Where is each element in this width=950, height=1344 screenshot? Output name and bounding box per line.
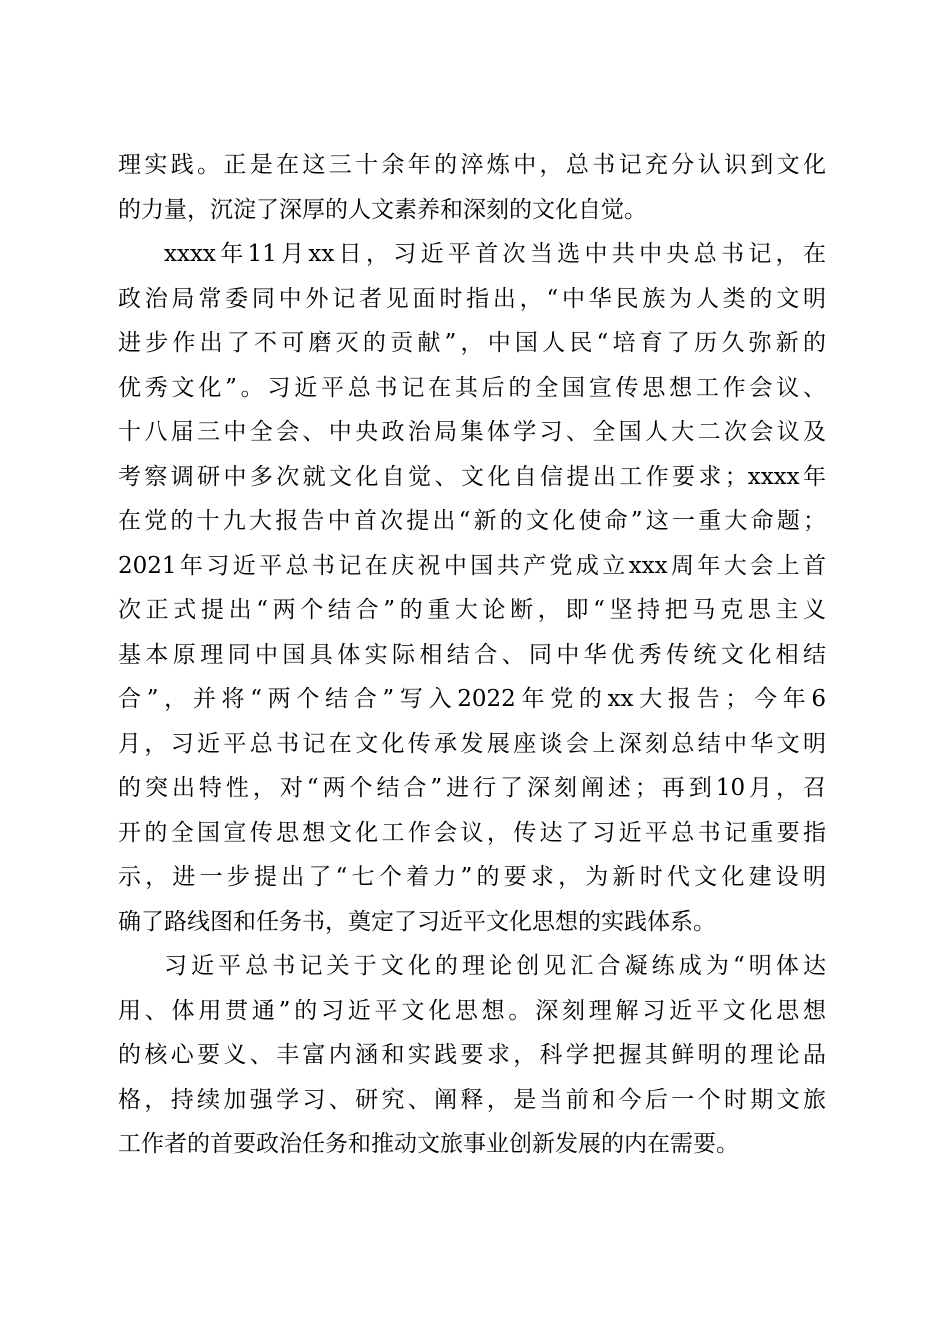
- text-line: 格，持续加强学习、研究、阐释，是当前和今后一个时期文旅: [118, 1086, 826, 1113]
- text-line: 的力量，沉淀了深厚的人文素养和深刻的文化自觉。: [118, 196, 647, 223]
- text-line: 开的全国宣传思想文化工作会议，传达了习近平总书记重要指: [118, 819, 826, 846]
- text-line: 月，习近平总书记在文化传承发展座谈会上深刻总结中华文明: [118, 730, 826, 757]
- text-line: 考察调研中多次就文化自觉、文化自信提出工作要求；xxxx年: [118, 463, 826, 490]
- text-line: 次正式提出“两个结合”的重大论断，即“坚持把马克思主义: [118, 597, 826, 623]
- text-line: 工作者的首要政治任务和推动文旅事业创新发展的内在需要。: [118, 1131, 739, 1157]
- text-line: 的突出特性，对“两个结合”进行了深刻阐述；再到10月，召: [118, 775, 826, 801]
- text-line: 的核心要义、丰富内涵和实践要求，科学把握其鲜明的理论品: [118, 1042, 826, 1068]
- body-text: [118, 143, 826, 1167]
- text-line: 用、体用贯通”的习近平文化思想。深刻理解习近平文化思想: [118, 997, 826, 1024]
- text-line: 政治局常委同中外记者见面时指出，“中华民族为人类的文明: [118, 285, 826, 312]
- text-line: 十八届三中全会、中央政治局集体学习、全国人大二次会议及: [118, 419, 826, 445]
- text-line: 2021年习近平总书记在庆祝中国共产党成立xxx周年大会上首: [118, 552, 826, 579]
- text-line: 基本原理同中国具体实际相结合、同中华优秀传统文化相结: [118, 641, 826, 668]
- text-line: 进步作出了不可磨灭的贡献”，中国人民“培育了历久弥新的: [118, 330, 826, 356]
- text-line: 合”，并将“两个结合”写入2022年党的xx大报告；今年6: [118, 686, 826, 712]
- text-line: 在党的十九大报告中首次提出“新的文化使命”这一重大命题；: [118, 508, 826, 534]
- text-line: 优秀文化”。习近平总书记在其后的全国宣传思想工作会议、: [118, 374, 826, 401]
- paragraph-first-line: 习近平总书记关于文化的理论创见汇合凝练成为“明体达: [164, 953, 826, 979]
- text-line: 确了路线图和任务书，奠定了习近平文化思想的实践体系。: [118, 908, 716, 935]
- text-line: 理实践。正是在这三十余年的淬炼中，总书记充分认识到文化: [118, 152, 826, 178]
- text-line: 示，进一步提出了“七个着力”的要求，为新时代文化建设明: [118, 864, 826, 890]
- paragraph-first-line: xxxx年11月xx日，习近平首次当选中共中央总书记，在: [164, 241, 826, 267]
